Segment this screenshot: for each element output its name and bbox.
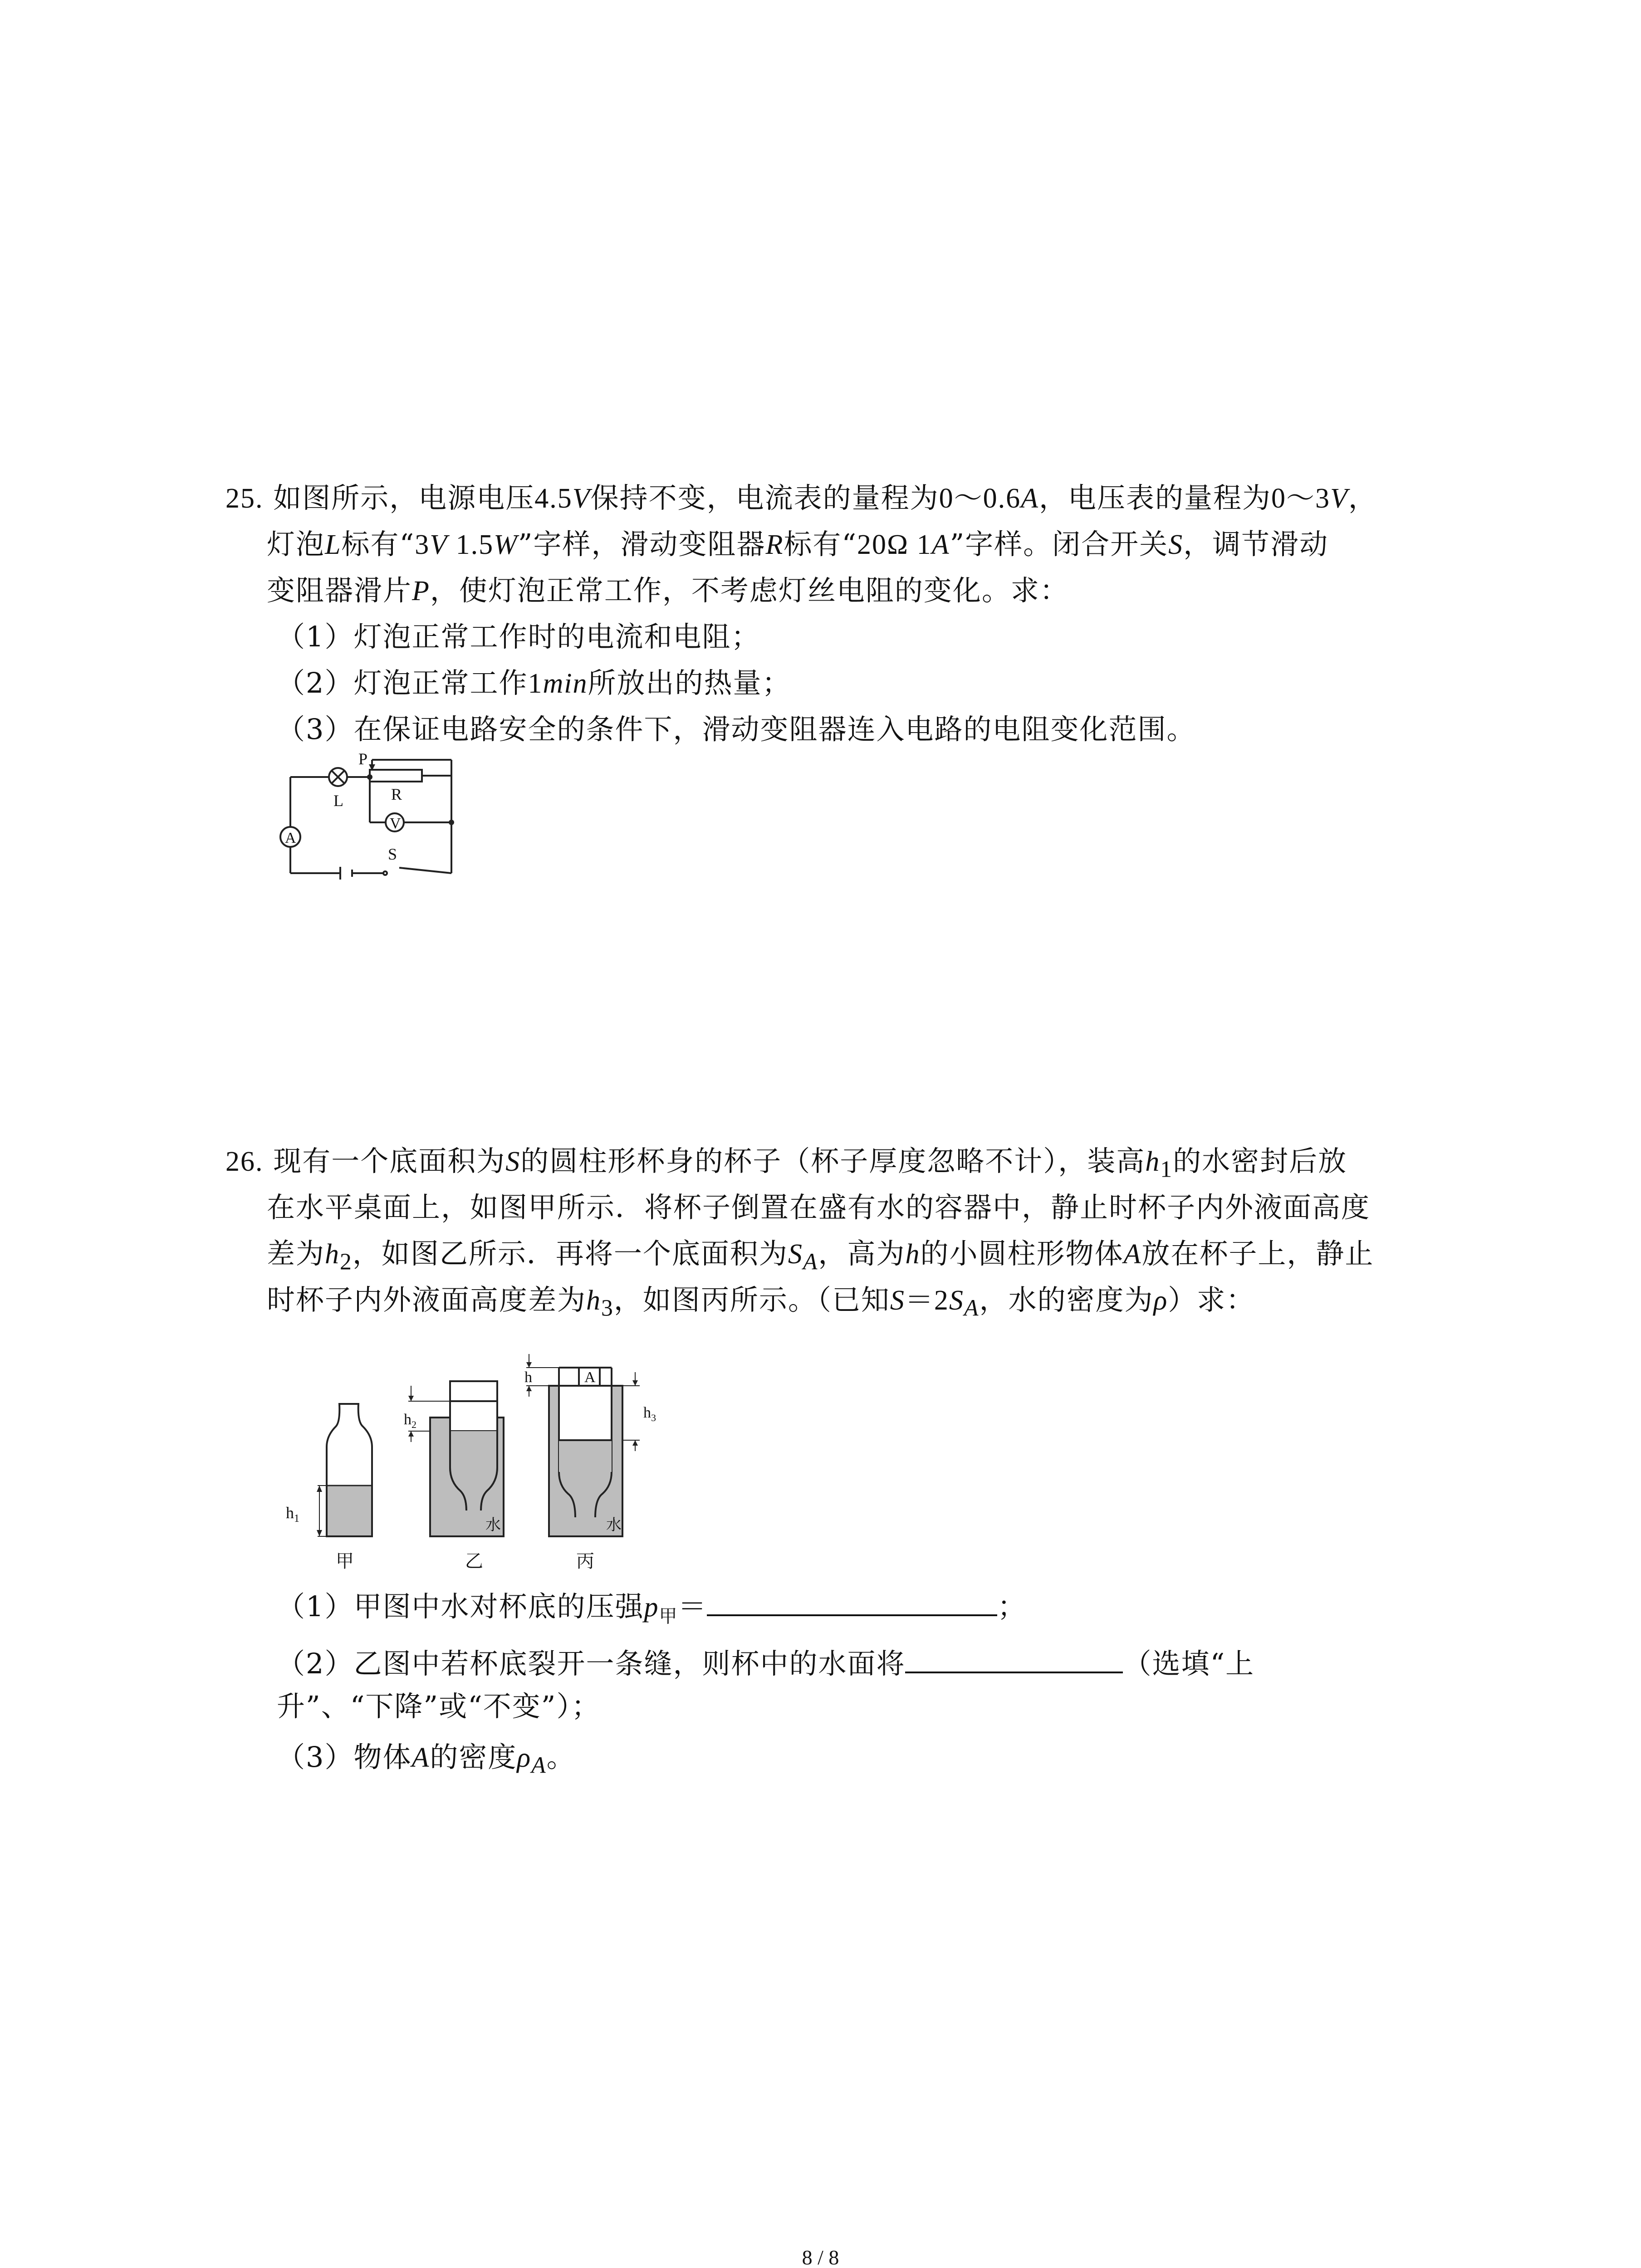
q26-line-4 <box>267 1282 1255 1326</box>
q25-value: 0～3 <box>1271 483 1331 514</box>
q26-text: 差为 <box>267 1237 325 1270</box>
q26-text: 的圆柱形杯身的杯子（杯子厚度忽略不计），装高 <box>520 1144 1146 1178</box>
q25-circuit-diagram <box>272 751 463 887</box>
q26-subscript: A <box>531 1752 547 1779</box>
q26-symbol: ρ <box>517 1742 532 1773</box>
q26-value: ＝2 <box>905 1285 949 1316</box>
q25-text: ， <box>1348 481 1377 514</box>
circuit-label-v: V <box>390 815 401 832</box>
circuit-label-a: A <box>285 830 296 846</box>
label-yi: 乙 <box>465 1551 483 1571</box>
q25-text: 标有“ <box>341 528 415 561</box>
q25-value: 3 <box>415 529 430 560</box>
q25-subquestion-2 <box>277 665 791 702</box>
q26-line-1 <box>225 1143 1347 1188</box>
q25-line-1 <box>225 480 1377 517</box>
q25-text: 保持不变，电流表的量程为 <box>590 481 939 514</box>
q25-unit: A <box>1021 483 1039 514</box>
q26-subscript: 3 <box>601 1295 614 1321</box>
q26-symbol: p <box>644 1592 659 1623</box>
q26-text: ，水的密度为 <box>979 1283 1154 1316</box>
answer-blank-1[interactable] <box>707 1589 997 1616</box>
q25-text: 标有“ <box>784 528 857 561</box>
page-number: 8 / 8 <box>802 2246 839 2268</box>
q25-line-2 <box>267 526 1328 563</box>
q26-text: 的密度 <box>430 1740 517 1774</box>
q25-value: 20Ω 1 <box>857 529 932 560</box>
q25-unit: A <box>931 529 950 560</box>
q26-subscript: 2 <box>340 1249 353 1275</box>
q25-value: 1 <box>528 668 543 699</box>
label-bing: 丙 <box>576 1551 594 1571</box>
q25-subquestion-3: （3）在保证电路安全的条件下，滑动变阻器连入电路的电阻变化范围。 <box>277 713 1196 746</box>
q26-symbol: h <box>905 1239 921 1270</box>
q26-text: ，如图乙所示．再将一个底面积为 <box>352 1237 788 1270</box>
q26-subquestion-1 <box>277 1589 1026 1634</box>
q25-text: 如图所示，电源电压 <box>273 481 535 514</box>
q26-text: ）求： <box>1168 1283 1255 1316</box>
q25-symbol: P <box>412 576 430 606</box>
q25-text: ，调节滑动 <box>1183 528 1329 561</box>
q26-text: 时杯子内外液面高度差为 <box>267 1283 587 1316</box>
q26-subscript: 1 <box>1160 1156 1173 1183</box>
q25-symbol: L <box>325 529 342 560</box>
q26-text: 放在杯子上，静止 <box>1141 1237 1374 1270</box>
q26-symbol: A <box>411 1742 430 1773</box>
q26-subscript: 甲 <box>659 1606 678 1627</box>
q25-number: 25. <box>225 483 264 514</box>
label-water-bing: 水 <box>606 1517 622 1534</box>
circuit-label-r: R <box>391 785 402 803</box>
q26-symbol: h <box>325 1239 340 1270</box>
q25-text: ，电压表的量程为 <box>1039 481 1272 514</box>
q26-symbol: S <box>890 1285 905 1316</box>
q26-symbol: S <box>788 1239 803 1270</box>
q25-text: 变阻器滑片 <box>267 574 412 607</box>
q25-value: 4.5 <box>534 483 573 514</box>
q26-text: （1）甲图中水对杯底的压强 <box>277 1590 644 1623</box>
label-object-a: A <box>584 1369 596 1386</box>
circuit-label-s: S <box>388 845 397 863</box>
q25-unit: V <box>572 483 591 514</box>
label-h: h <box>524 1369 532 1386</box>
q26-number: 26. <box>225 1146 264 1177</box>
q26-subquestion-2 <box>277 1646 1254 1682</box>
q25-value: 1.5 <box>448 529 494 560</box>
label-water-yi: 水 <box>485 1517 501 1534</box>
q25-text: ，使灯泡正常工作，不考虑灯丝电阻的变化。求： <box>430 574 1069 607</box>
q25-symbol: S <box>1168 529 1184 560</box>
q26-text: （3）物体 <box>277 1740 412 1774</box>
q26-text: 的水密封后放 <box>1173 1144 1347 1178</box>
label-h1: $h_1$ <box>286 1504 299 1525</box>
q26-text: ； <box>997 1590 1027 1623</box>
q26-symbol: ρ <box>1153 1285 1168 1316</box>
q26-text: 。 <box>546 1740 576 1774</box>
q26-symbol: h <box>586 1285 602 1316</box>
q26-subscript: A <box>803 1249 818 1275</box>
q26-symbol: A <box>1123 1239 1142 1270</box>
q25-text: （2）灯泡正常工作 <box>277 666 528 699</box>
q26-text: 的小圆柱形物体 <box>920 1237 1124 1270</box>
q26-line-2: 在水平桌面上，如图甲所示．将杯子倒置在盛有水的容器中，静止时杯子内外液面高度 <box>267 1191 1371 1224</box>
q26-text: ＝ <box>678 1590 707 1623</box>
q26-line-3 <box>267 1236 1374 1280</box>
circuit-label-p: P <box>358 750 368 768</box>
q25-text: ”字样，滑动变阻器 <box>518 528 766 561</box>
q26-symbol: S <box>505 1146 521 1177</box>
q25-symbol: R <box>765 529 784 560</box>
label-jia: 甲 <box>336 1551 354 1571</box>
q26-subquestion-3 <box>277 1739 576 1784</box>
q26-subquestion-2-cont: 升”、“下降”或“不变”）； <box>277 1690 601 1723</box>
q25-unit: min <box>543 668 588 699</box>
q26-symbol: S <box>949 1285 964 1316</box>
q25-unit: V <box>1330 483 1348 514</box>
q26-subscript: A <box>964 1295 980 1321</box>
q25-text: 灯泡 <box>267 528 325 561</box>
q26-cups-figure <box>272 1349 708 1585</box>
circuit-label-l: L <box>333 792 343 810</box>
q26-text: ，如图丙所示。（已知 <box>613 1283 890 1316</box>
q26-text: （2）乙图中若杯底裂开一条缝，则杯中的水面将 <box>277 1647 906 1680</box>
q25-subquestion-1: （1）灯泡正常工作时的电流和电阻； <box>277 620 760 653</box>
q25-line-3 <box>267 572 1069 609</box>
q26-text: 现有一个底面积为 <box>273 1144 506 1178</box>
q26-text: （选填“上 <box>1123 1647 1255 1680</box>
label-h3: $h_3$ <box>643 1404 656 1423</box>
q25-text: 所放出的热量； <box>588 666 791 699</box>
label-h2: $h_2$ <box>404 1411 416 1430</box>
q26-symbol: h <box>1145 1146 1161 1177</box>
q25-text: ”字样。闭合开关 <box>950 528 1169 561</box>
answer-blank-2[interactable] <box>905 1646 1123 1673</box>
q25-value: 0～0.6 <box>939 483 1021 514</box>
q25-unit: W <box>494 529 518 560</box>
q25-unit: V <box>430 529 448 560</box>
q26-text: ，高为 <box>818 1237 906 1270</box>
